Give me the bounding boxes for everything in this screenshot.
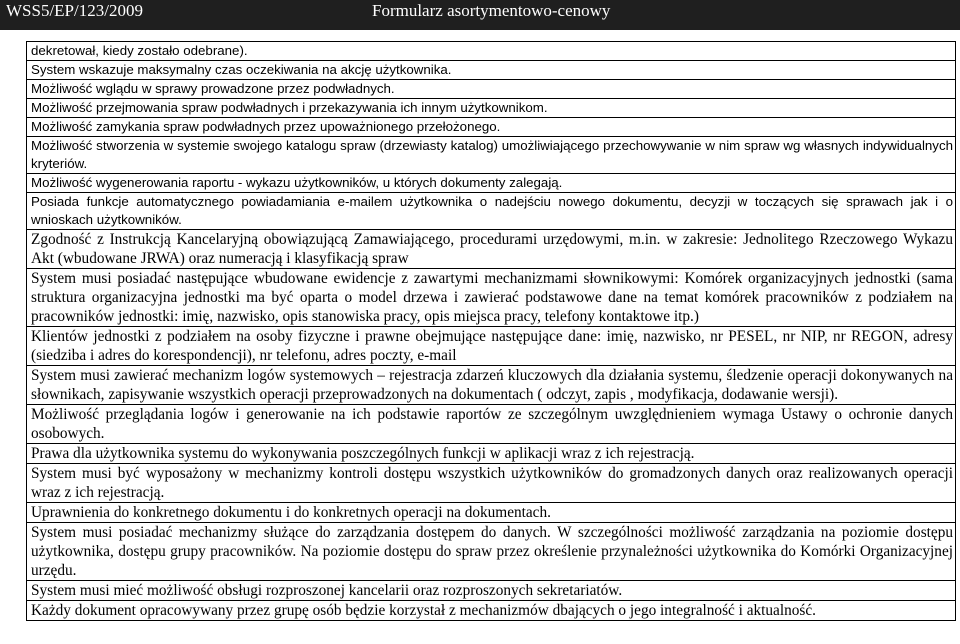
table-row: System musi mieć możliwość obsługi rozproszonej kancelarii oraz rozproszonych sekretariatów. [26,581,956,601]
page-header [0,0,960,30]
table-row: System wskazuje maksymalny czas oczekiwania na akcję użytkownika. [26,61,956,80]
table-row: System musi posiadać następujące wbudowane ewidencje z zawartymi mechanizmami słownikowymi: Komórek organizacyjnych jednostki (sama struktura organizacyjna jednostki ma być oparta o model drzewa i zawierać podstawowe dane na temat komórek pracowników z podziałem na pracowników jednostki: imię, nazwisko, opis stanowiska pracy, opis miejsca pracy, telefony kontaktowe itp.) [26,269,956,327]
table-row: System musi posiadać mechanizmy służące do zarządzania dostępem do danych. W szczególności możliwość zarządzania na poziomie dostępu użytkownika, dostępu grupy pracowników. Na poziomie dostępu do spraw przez określenie przynależności użytkownika do Komórki Organizacyjnej urzędu. [26,523,956,581]
table-row: dekretował, kiedy zostało odebrane). [26,42,956,61]
table-row: Możliwość przejmowania spraw podwładnych i przekazywania ich innym użytkownikom. [26,99,956,118]
table-row: Możliwość przeglądania logów i generowanie na ich podstawie raportów ze szczególnym uwzględnieniem wymaga Ustawy o ochronie danych osobowych. [26,405,956,444]
table-row: Możliwość zamykania spraw podwładnych przez upoważnionego przełożonego. [26,118,956,137]
table-row: Zgodność z Instrukcją Kancelaryjną obowiązującą Zamawiającego, procedurami urzędowymi, m.in. w zakresie: Jednolitego Rzeczowego Wykazu Akt (wbudowane JRWA) oraz numeracją i klasyfikacją spraw [26,230,956,269]
table-row: Posiada funkcje automatycznego powiadamiania e-mailem użytkownika o nadejściu nowego dokumentu, decyzji w toczących się sprawach jak i o wnioskach użytkowników. [26,193,956,230]
table-row: Prawa dla użytkownika systemu do wykonywania poszczególnych funkcji w aplikacji wraz z ich rejestracją. [26,444,956,464]
table-row: System musi być wyposażony w mechanizmy kontroli dostępu wszystkich użytkowników do gromadzonych danych oraz realizowanych operacji wraz z ich rejestracją. [26,464,956,503]
table-row: System musi zawierać mechanizm logów systemowych – rejestracja zdarzeń kluczowych dla działania systemu, śledzenie operacji dokonywanych na słownikach, zapisywanie wszystkich operacji przeprowadzonych na dokumentach ( odczyt, zapis , modyfikacja, dodawanie wersji). [26,366,956,405]
document-title: Formularz asortymentowo-cenowy [372,1,611,20]
table-row: Możliwość stworzenia w systemie swojego katalogu spraw (drzewiasty katalog) umożliwiającego przechowywanie w nim spraw wg własnych indywidualnych kryteriów. [26,137,956,174]
table-row: Uprawnienia do konkretnego dokumentu i do konkretnych operacji na dokumentach. [26,503,956,523]
requirements-table [26,41,956,621]
document-number: WSS5/EP/123/2009 [6,1,143,20]
table-row: Możliwość wygenerowania raportu - wykazu użytkowników, u których dokumenty zalegają. [26,174,956,193]
table-row: Każdy dokument opracowywany przez grupę osób będzie korzystał z mechanizmów dbających o jego integralność i aktualność. [26,601,956,621]
table-row: Klientów jednostki z podziałem na osoby fizyczne i prawne obejmujące następujące dane: imię, nazwisko, nr PESEL, nr NIP, nr REGON, adresy (siedziba i adres do korespondencji), nr telefonu, adres poczty, e-mail [26,327,956,366]
table-row: Możliwość wglądu w sprawy prowadzone przez podwładnych. [26,80,956,99]
